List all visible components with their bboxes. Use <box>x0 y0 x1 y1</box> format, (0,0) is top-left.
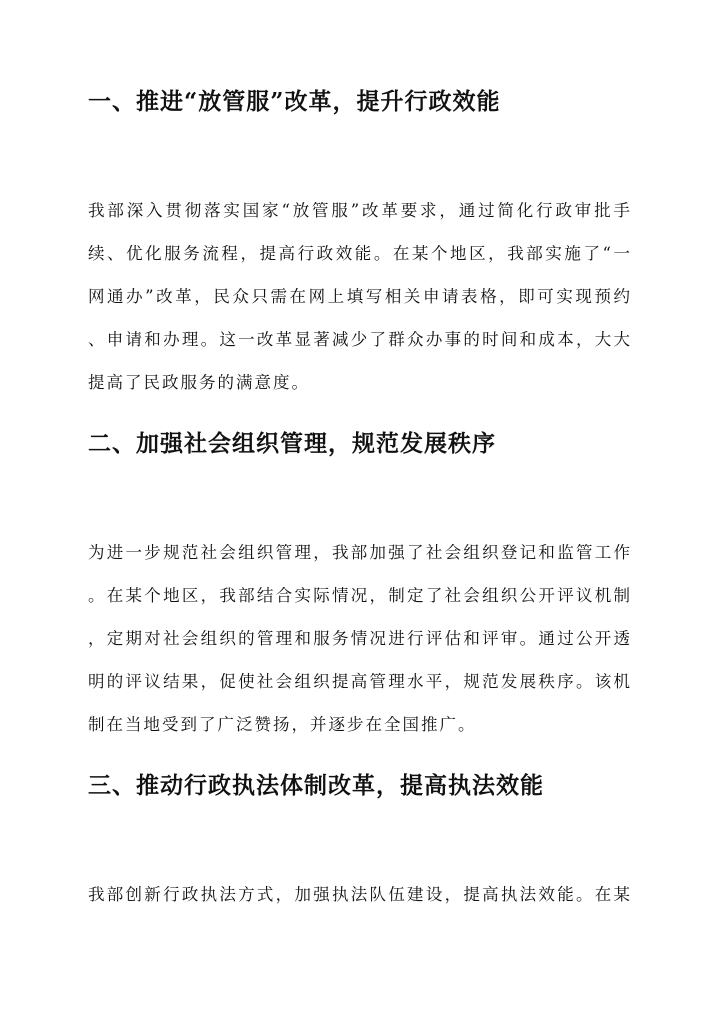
section-1-line-4: 、申请和办理。这一改革显著减少了群众办事的时间和成本，大大 <box>88 330 630 349</box>
section-2-line-2: 。在某个地区，我部结合实际情况，制定了社会组织公开评议机制 <box>88 586 630 605</box>
section-heading-2: 二、加强社会组织管理，规范发展秩序 <box>88 430 496 457</box>
section-1-line-2: 续、优化服务流程，提高行政效能。在某个地区，我部实施了“一 <box>88 244 630 263</box>
section-heading-3: 三、推动行政执法体制改革，提高执法效能 <box>88 772 544 799</box>
section-heading-1: 一、推进“放管服”改革，提升行政效能 <box>88 88 501 115</box>
section-1-line-1: 我部深入贯彻落实国家“放管服”改革要求，通过简化行政审批手 <box>88 201 630 220</box>
section-2-line-3: ，定期对社会组织的管理和服务情况进行评估和评审。通过公开透 <box>88 629 630 648</box>
section-2-line-5: 制在当地受到了广泛赞扬，并逐步在全国推广。 <box>88 715 477 734</box>
section-3-line-1: 我部创新行政执法方式，加强执法队伍建设，提高执法效能。在某 <box>88 885 630 904</box>
section-2-line-4: 明的评议结果，促使社会组织提高管理水平，规范发展秩序。该机 <box>88 672 630 691</box>
section-1-line-5: 提高了民政服务的满意度。 <box>88 373 310 392</box>
section-2-line-1: 为进一步规范社会组织管理，我部加强了社会组织登记和监管工作 <box>88 543 630 562</box>
section-1-line-3: 网通办”改革，民众只需在网上填写相关申请表格，即可实现预约 <box>88 287 630 306</box>
